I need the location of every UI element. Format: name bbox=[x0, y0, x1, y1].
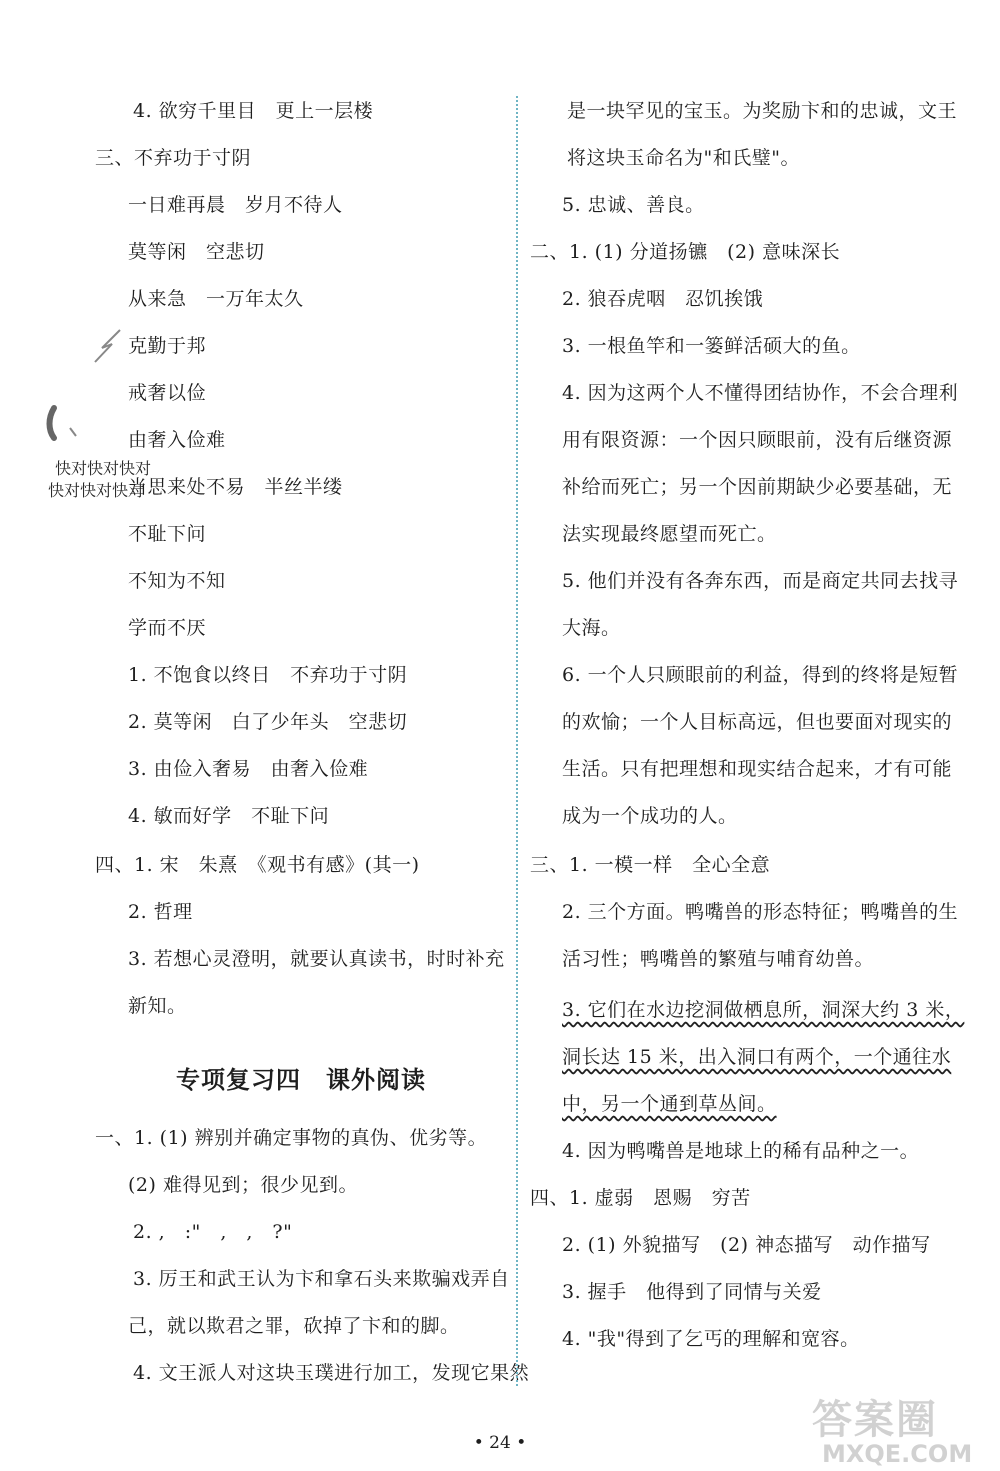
answer-line: 2. 三个方面。鸭嘴兽的形态特征；鸭嘴兽的生 bbox=[562, 901, 959, 923]
answer-line: 三、1. 一模一样 全心全意 bbox=[530, 854, 771, 876]
answer-line: 当思来处不易 半丝半缕 bbox=[128, 476, 343, 498]
answer-line: 2. , :" , , ?" bbox=[133, 1221, 293, 1243]
watermark-logo-url: MXQE.COM bbox=[822, 1440, 973, 1468]
answer-line: 6. 一个人只顾眼前的利益，得到的终将是短暂 bbox=[562, 664, 959, 686]
answer-line: (2) 难得见到；很少见到。 bbox=[128, 1174, 358, 1196]
answer-line: 学而不厌 bbox=[128, 617, 207, 639]
answer-line: 的欢愉；一个人目标高远，但也要面对现实的 bbox=[562, 711, 953, 733]
answer-line: 戒奢以俭 bbox=[128, 382, 207, 404]
answer-line: 4. 欲穷千里目 更上一层楼 bbox=[133, 100, 374, 122]
answer-line: 3. 握手 他得到了同情与关爱 bbox=[562, 1281, 822, 1303]
section-heading: 专项复习四 课外阅读 bbox=[176, 1066, 426, 1094]
pencil-scribble-icon bbox=[40, 300, 150, 450]
answer-line: 二、1. (1) 分道扬镳 (2) 意味深长 bbox=[530, 241, 841, 263]
answer-line: 不知为不知 bbox=[128, 570, 226, 592]
answer-line: 生活。只有把理想和现实结合起来，才有可能 bbox=[562, 758, 953, 780]
answer-line: 用有限资源：一个因只顾眼前，没有后继资源 bbox=[562, 429, 953, 451]
answer-line: 4. 因为鸭嘴兽是地球上的稀有品种之一。 bbox=[562, 1140, 920, 1162]
page-number: • 24 • bbox=[473, 1433, 527, 1453]
answer-line: 成为一个成功的人。 bbox=[562, 805, 738, 827]
answer-line: 4. "我"得到了乞丐的理解和宽容。 bbox=[562, 1328, 860, 1350]
underlined-answer-line: 洞长达 15 米，出入洞口有两个，一个通往水 bbox=[562, 1046, 952, 1068]
overlay-note: 快对快对快对 bbox=[55, 459, 152, 478]
answer-line: 莫等闲 空悲切 bbox=[128, 241, 265, 263]
overlay-note: 快对快对快对 bbox=[48, 481, 145, 500]
answer-line: 4. 文王派人对这块玉璞进行加工，发现它果然 bbox=[133, 1362, 530, 1384]
answer-line: 由奢入俭难 bbox=[128, 429, 226, 451]
answer-line: 3. 厉王和武王认为卞和拿石头来欺骗戏弄自 bbox=[133, 1268, 510, 1290]
underlined-answer-line: 3. 它们在水边挖洞做栖息所，洞深大约 3 米， bbox=[562, 999, 965, 1021]
watermark-logo-text: 答案圈 bbox=[812, 1397, 938, 1443]
answer-line: 3. 由俭入奢易 由奢入俭难 bbox=[128, 758, 369, 780]
answer-line: 一日难再晨 岁月不待人 bbox=[128, 194, 343, 216]
answer-line: 将这块玉命名为"和氏璧"。 bbox=[567, 147, 800, 169]
answer-line: 四、1. 虚弱 恩赐 穷苦 bbox=[530, 1187, 751, 1209]
answer-line: 3. 若想心灵澄明，就要认真读书，时时补充 bbox=[128, 948, 505, 970]
answer-line: 大海。 bbox=[562, 617, 621, 639]
answer-line: 法实现最终愿望而死亡。 bbox=[562, 523, 777, 545]
answer-line: 是一块罕见的宝玉。为奖励卞和的忠诚，文王 bbox=[567, 100, 958, 122]
answer-line: 从来急 一万年太久 bbox=[128, 288, 304, 310]
answer-line: 新知。 bbox=[128, 995, 187, 1017]
answer-line: 1. 不饱食以终日 不弃功于寸阴 bbox=[128, 664, 408, 686]
watermark-logo bbox=[808, 1382, 998, 1470]
answer-line: 克勤于邦 bbox=[128, 335, 207, 357]
answer-line: 四、1. 宋 朱熹 《观书有感》(其一) bbox=[95, 854, 420, 876]
answer-line: 己，就以欺君之罪，砍掉了卞和的脚。 bbox=[128, 1315, 460, 1337]
answer-line: 2. (1) 外貌描写 (2) 神态描写 动作描写 bbox=[562, 1234, 931, 1256]
answer-line: 3. 一根鱼竿和一篓鲜活硕大的鱼。 bbox=[562, 335, 861, 357]
answer-line: 5. 忠诚、善良。 bbox=[562, 194, 705, 216]
answer-line: 2. 莫等闲 白了少年头 空悲切 bbox=[128, 711, 408, 733]
underlined-answer-line: 中，另一个通到草丛间。 bbox=[562, 1093, 777, 1115]
answer-line: 三、不弃功于寸阴 bbox=[95, 147, 252, 169]
answer-line: 4. 因为这两个人不懂得团结协作，不会合理利 bbox=[562, 382, 959, 404]
answer-line: 4. 敏而好学 不耻下问 bbox=[128, 805, 330, 827]
answer-line: 5. 他们并没有各奔东西，而是商定共同去找寻 bbox=[562, 570, 959, 592]
answer-line: 一、1. (1) 辨别并确定事物的真伪、优劣等。 bbox=[95, 1127, 488, 1149]
column-divider bbox=[516, 96, 518, 1386]
answer-line: 活习性；鸭嘴兽的繁殖与哺育幼兽。 bbox=[562, 948, 875, 970]
answer-line: 补给而死亡；另一个因前期缺少必要基础，无 bbox=[562, 476, 953, 498]
answer-line: 2. 哲理 bbox=[128, 901, 193, 923]
answer-line: 不耻下问 bbox=[128, 523, 207, 545]
answer-line: 2. 狼吞虎咽 忍饥挨饿 bbox=[562, 288, 764, 310]
